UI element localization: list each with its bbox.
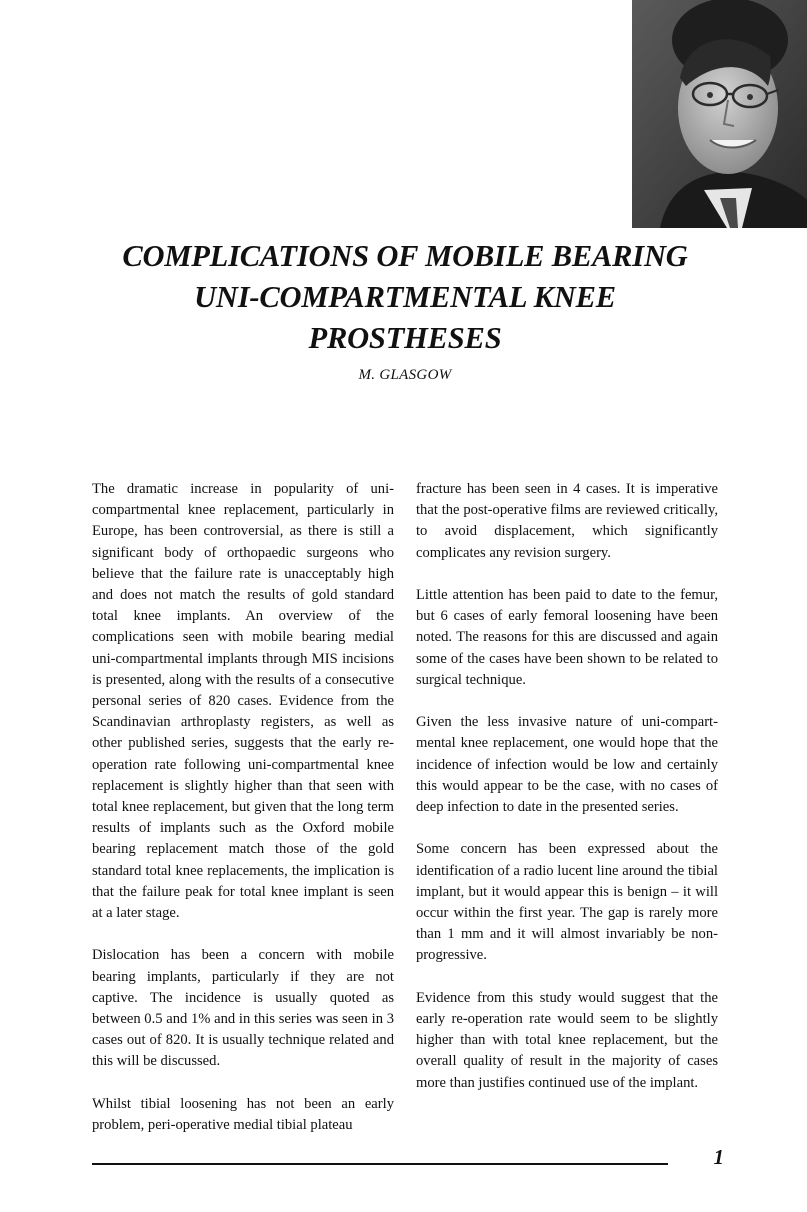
title-line: PROSTHESES	[308, 321, 502, 355]
footer-divider	[92, 1163, 668, 1165]
body-paragraph: Evidence from this study would suggest that the early re-operation rate would seem to be slightly higher than with total knee replacement, but the overall quality of result in the majority of cases more than justifies continued use of the implant.	[416, 989, 718, 1091]
body-paragraph: Dislocation has been a concern with mobile bearing implants, particularly if they are not captive. The incidence is usually quoted as between 0.5 and 1% and in this series was seen in 3 cases out of 820. It is usually technique related and this will be discussed.	[92, 947, 394, 1070]
body-paragraph: Some concern has been expressed about the identification of a radio lucent line around the tibial implant, but it would appear this is benign – it will occur within the first year. The gap is rarely more than 1 mm and it will almost invariably be non-progressive.	[416, 841, 718, 964]
body-paragraph: Little attention has been paid to date to the femur, but 6 cases of early femoral loosening have been noted. The reasons for this are discussed and again some of the cases have been shown to be related to surgical technique.	[416, 587, 718, 688]
article-title	[60, 236, 750, 359]
body-paragraph: Given the less invasive nature of uni-compartmental knee replacement, one would hope that the incidence of infection would be low and certainly this would appear to be the case, with no cases of deep infection to date in the presented series.	[416, 714, 718, 816]
body-paragraph: fracture has been seen in 4 cases. It is imperative that the post-operative films are reviewed critically, to avoid displacement, which significantly complicates any revision surgery.	[416, 481, 718, 561]
body-column-right	[416, 479, 718, 1115]
body-paragraph: Whilst tibial loosening has not been an early problem, peri-operative medial tibial plateau	[92, 1095, 394, 1134]
author-name: M. GLASGOW	[358, 367, 452, 383]
title-line: COMPLICATIONS OF MOBILE BEARING	[122, 239, 688, 273]
page-number: 1	[713, 1145, 724, 1169]
author-photo	[632, 0, 807, 228]
body-paragraph: The dramatic increase in popularity of uni-compartmental knee replacement, particularly in Europe, has been controversial, as there is still a significant body of orthopaedic surgeons who believe that the failure rate is unacceptably high and does not match the results of gold standard total knee implants. An overview of the complications seen with mobile bearing medial uni-compartmental implants through MIS incisions is presented, along with the results of a consecutive personal series of 820 cases. Evidence from the Scandinavian arthroplasty registers, as well as other published series, suggests that the early re-operation rate following uni-compartmental knee replacement is slightly higher than that seen with total knee replacement, but given that the long term results of implants such as the Oxford mobile bearing replacement match those of the gold standard total knee replacements, the implication is that the failure peak for total knee implant is seen at a later stage.	[92, 481, 394, 922]
author-portrait-image	[632, 0, 807, 228]
title-line: UNI-COMPARTMENTAL KNEE	[194, 280, 616, 314]
body-column-left	[92, 479, 394, 1157]
